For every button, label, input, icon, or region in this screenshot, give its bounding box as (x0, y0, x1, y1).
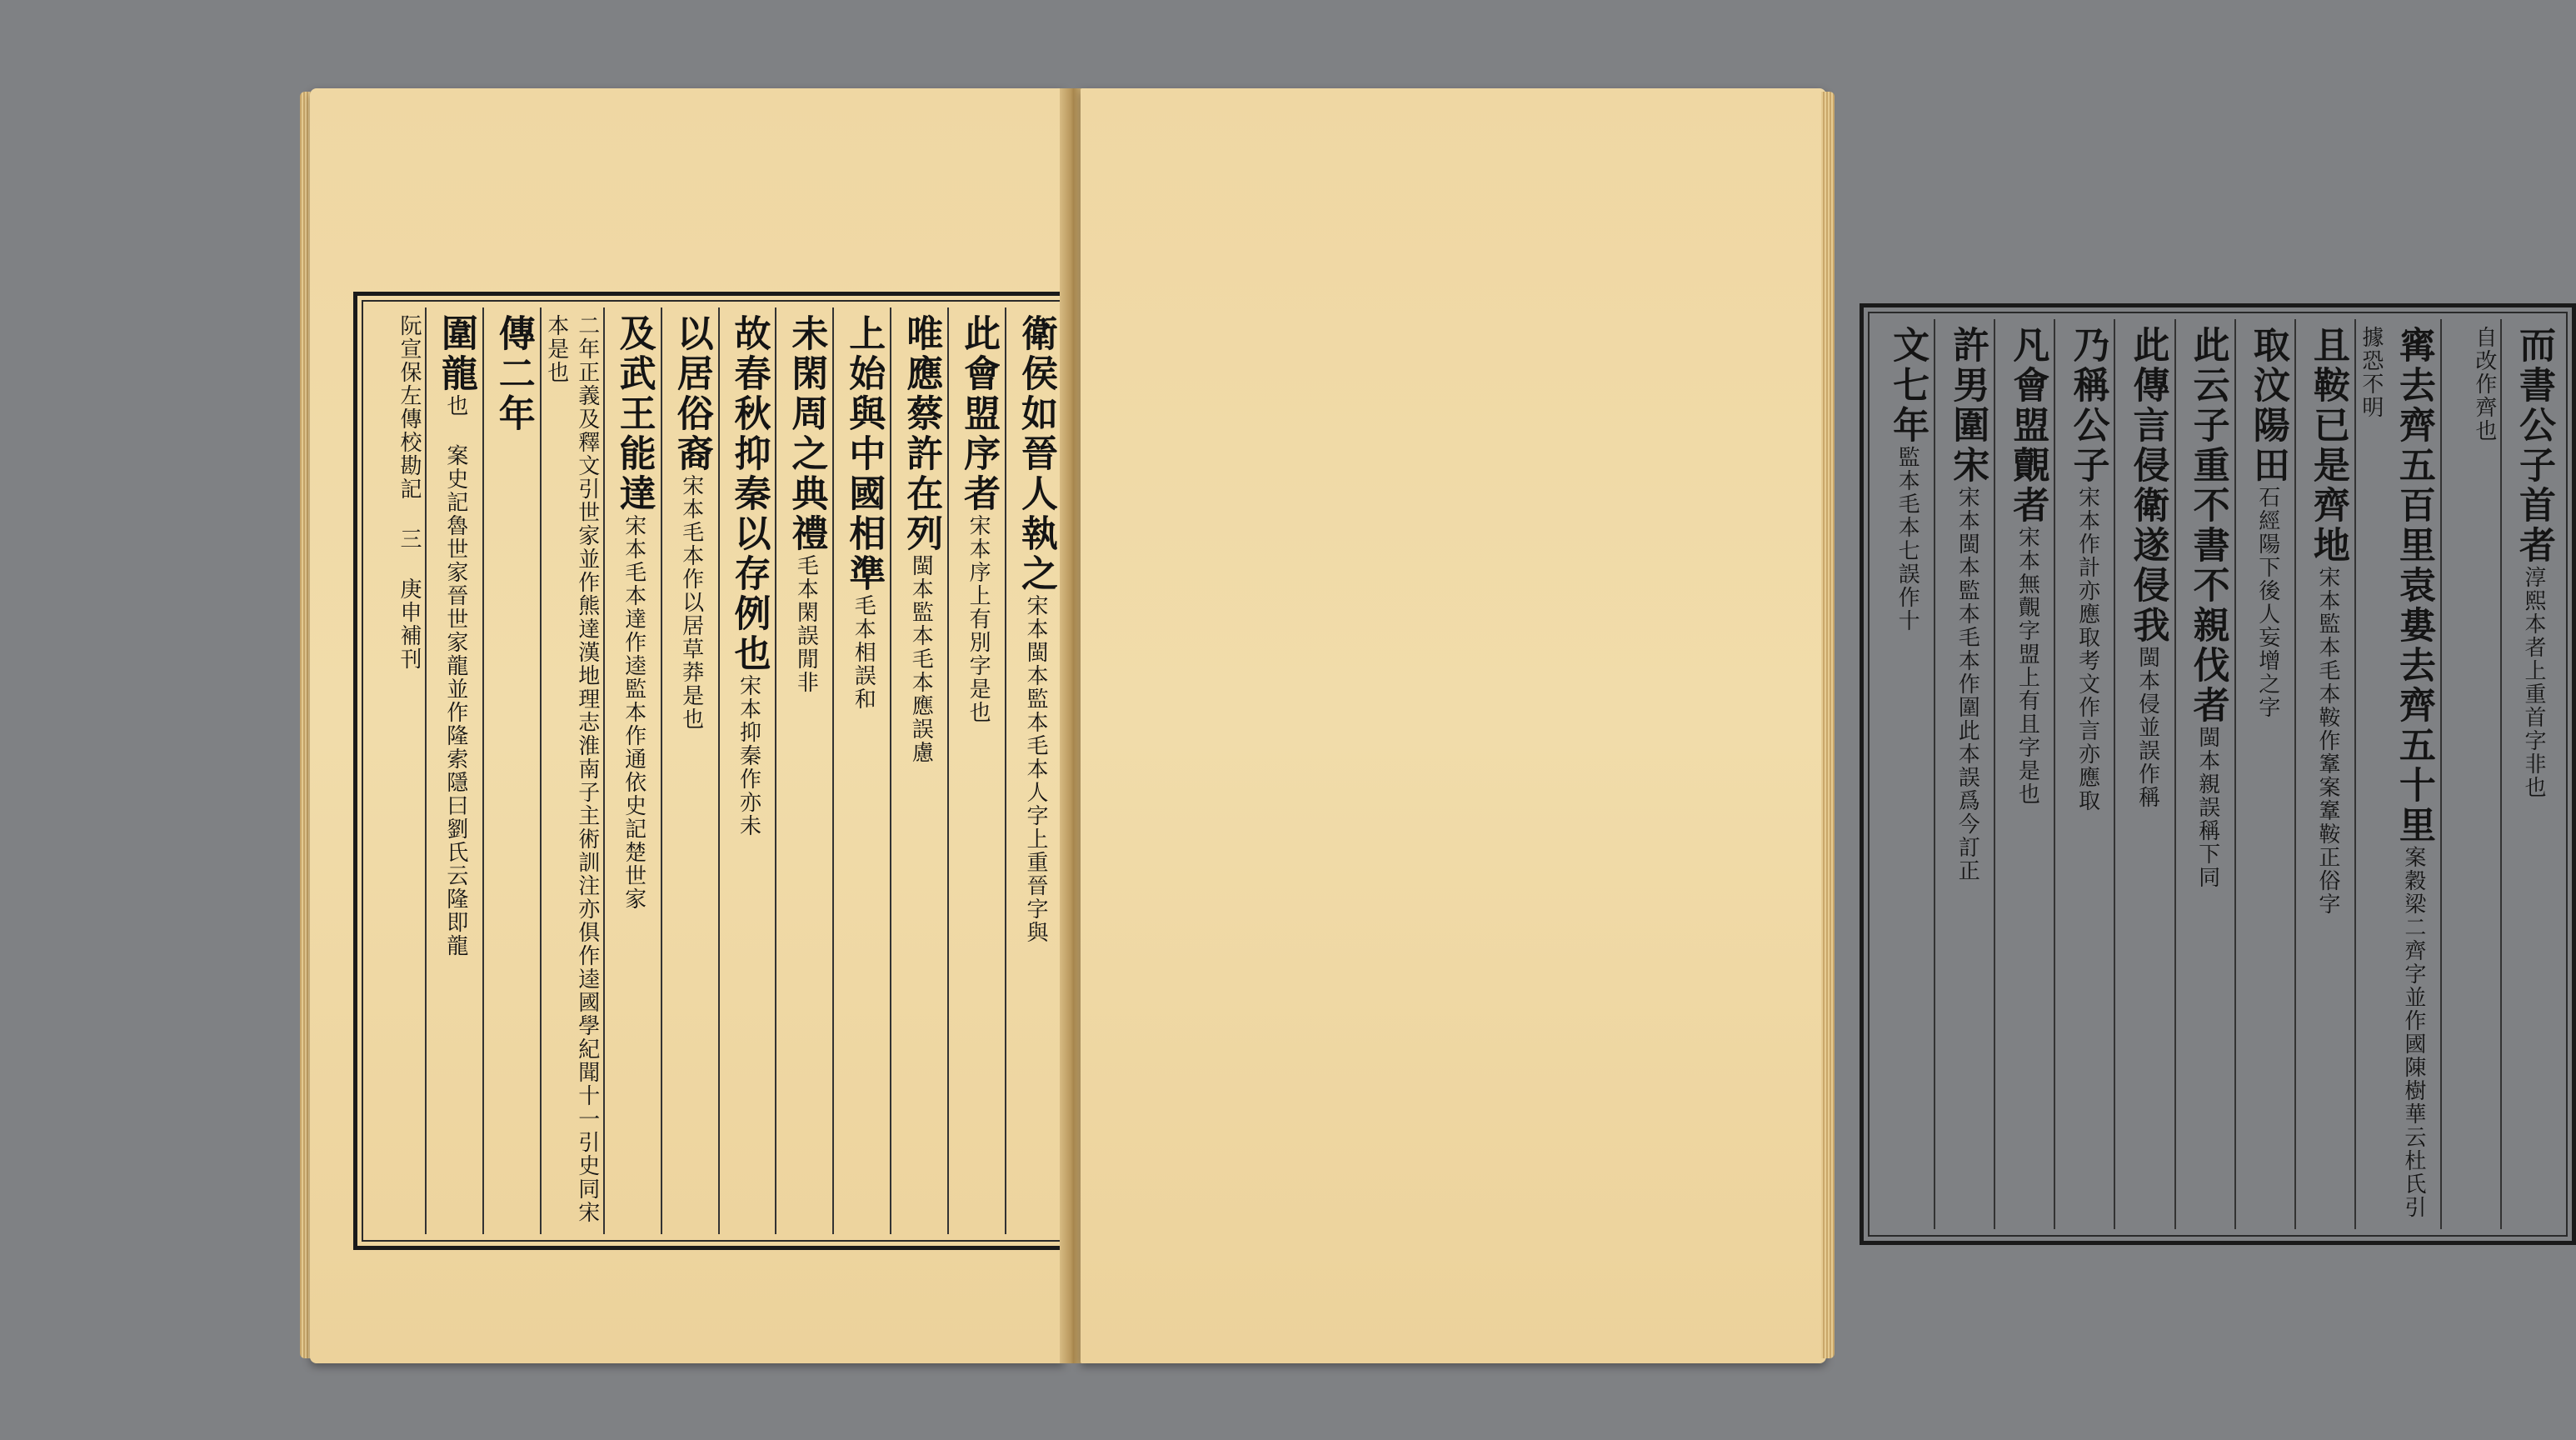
left-text-columns (369, 308, 1062, 1234)
annotation-text: 宋本閩本監本毛本作圍此本誤爲今訂正 (1954, 486, 1980, 882)
text-column (603, 308, 661, 1234)
main-text: 此傳言侵衛遂侵我 (2126, 326, 2169, 646)
text-column (425, 308, 482, 1234)
text-column (718, 308, 776, 1234)
open-book (310, 80, 2555, 1380)
main-text: 而書公子首者 (2513, 326, 2555, 566)
main-text: 傳二年 (492, 314, 535, 434)
text-column (1934, 319, 1994, 1229)
main-text: 許男圍宋 (1946, 326, 1989, 486)
text-column (2500, 319, 2560, 1229)
text-column (832, 308, 890, 1234)
annotation-text: 監本毛本七誤作十 (1895, 446, 1920, 632)
right-text-columns (1875, 319, 2560, 1229)
main-text: 凡會盟覿者 (2006, 326, 2049, 526)
annotation-text: 宋本序上有別字是也 (966, 514, 991, 724)
main-text: 取汶陽田 (2246, 326, 2289, 486)
main-text: 乃稱公子 (2066, 326, 2109, 486)
text-column (2440, 319, 2500, 1229)
text-column (775, 308, 832, 1234)
annotation-text: 阮宣保左傳校勘記 三 庚申補刊 (396, 314, 422, 671)
main-text: 以居俗裔 (670, 314, 713, 474)
annotation-text: 宋本監本毛本鞍作鞌案鞌鞍正俗字 (2314, 566, 2340, 916)
main-text: 及武王能達 (612, 314, 656, 514)
annotation-text: 宋本毛本作以居草莽是也 (678, 474, 704, 731)
text-column (2054, 319, 2114, 1229)
left-page (310, 88, 1064, 1363)
text-column (482, 308, 540, 1234)
main-text: 圍龍 (434, 314, 477, 394)
annotation-text: 二年正義及釋文引世家並作熊達漢地理志淮南子主術訓注亦俱作逵國學紀聞十一引史同宋本是也 (543, 314, 600, 1224)
annotation-text: 毛本相誤和 (851, 594, 876, 711)
text-column (2234, 319, 2294, 1229)
main-text: 故春秋抑秦以存例也 (727, 314, 771, 674)
annotation-text: 宋本抑秦作亦未 (736, 674, 761, 838)
page-edge-right (1821, 92, 1835, 1358)
annotation-text: 閩本監本毛本應誤慮 (908, 554, 934, 764)
text-column (2294, 319, 2354, 1229)
main-text: 文七年 (1886, 326, 1930, 446)
text-column (540, 308, 603, 1234)
main-text: 此云子重不書不親伐者 (2186, 326, 2229, 726)
annotation-text: 自改作齊也 (2471, 326, 2497, 442)
text-column (890, 308, 947, 1234)
text-column (2174, 319, 2234, 1229)
text-column (2354, 319, 2440, 1229)
annotation-text: 案穀梁二齊字並作國陳樹華云杜氏引據恐不明 (2358, 326, 2426, 1219)
annotation-text: 宋本毛本達作逵監本作通依史記楚世家 (621, 514, 646, 911)
annotation-text: 宋本作計亦應取考文作言亦應取 (2074, 486, 2100, 812)
annotation-text: 也 案史記魯世家晉世家龍並作隆索隱曰劉氏云隆即龍 (442, 394, 468, 958)
left-print-frame (353, 292, 1078, 1250)
main-text: 且鞍已是齊地 (2306, 326, 2349, 566)
right-page (1081, 88, 2555, 1363)
text-column (2114, 319, 2174, 1229)
main-text: 未閑周之典禮 (785, 314, 828, 554)
annotation-text: 宋本無覿字盟上有且字是也 (2014, 526, 2040, 806)
text-column (947, 308, 1005, 1234)
main-text: 上始與中國相準 (842, 314, 886, 594)
main-text: 此會盟序者 (957, 314, 1001, 514)
text-column (369, 308, 425, 1234)
annotation-text: 閩本親誤稱下同 (2194, 726, 2220, 889)
annotation-text: 石經陽下後人妄增之字 (2254, 486, 2280, 719)
main-text: 寗去齊五百里袁婁去齊五十里 (2392, 326, 2435, 846)
text-column (661, 308, 718, 1234)
main-text: 衛侯如晉人執之 (1015, 314, 1057, 594)
text-column (1005, 308, 1062, 1234)
annotation-text: 淳熙本者上重首字非也 (2521, 566, 2546, 799)
text-column (1994, 319, 2054, 1229)
right-print-frame (1860, 303, 2576, 1245)
text-column (1875, 319, 1934, 1229)
annotation-text: 宋本閩本監本毛本人字上重晉字與 (1023, 594, 1048, 944)
main-text: 唯應蔡許在列 (900, 314, 943, 554)
annotation-text: 毛本閑誤閒非 (793, 554, 819, 694)
annotation-text: 閩本侵並誤作稱 (2134, 646, 2160, 809)
